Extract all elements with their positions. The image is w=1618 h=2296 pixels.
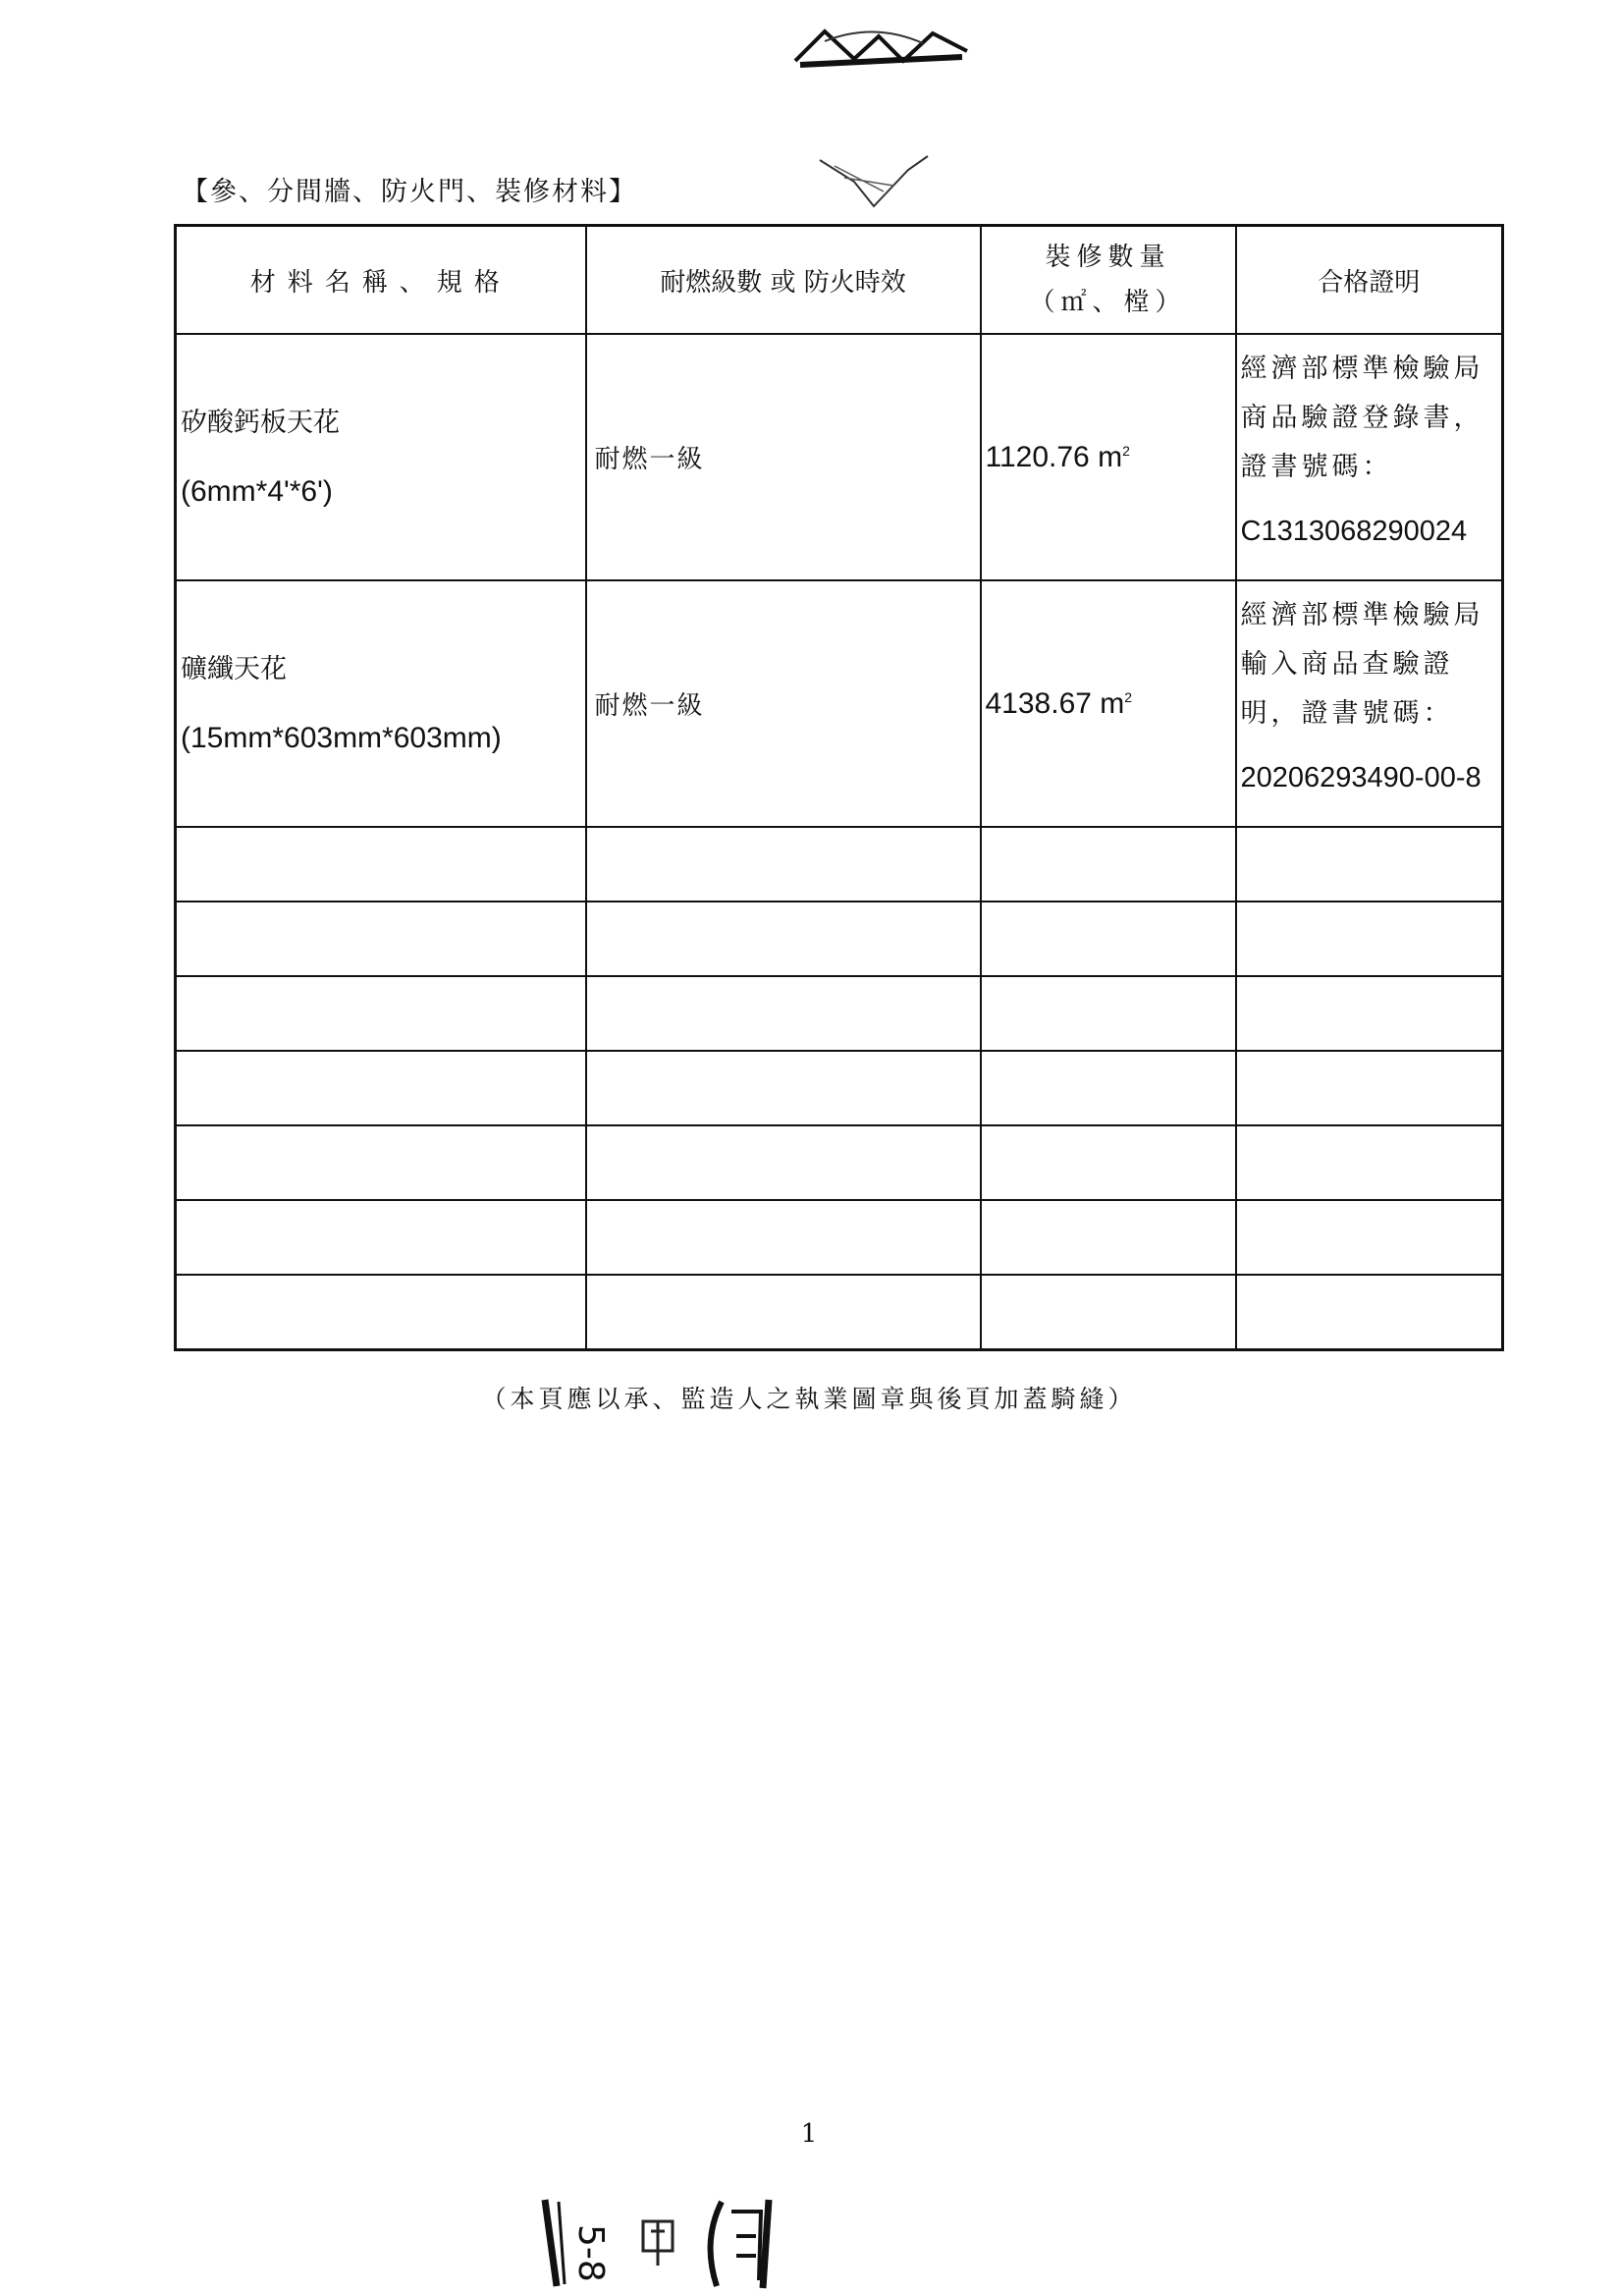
empty-cell <box>176 827 586 902</box>
empty-cell <box>176 1200 586 1275</box>
empty-cell <box>586 1275 981 1349</box>
fire-rating: 耐燃一級 <box>586 580 981 827</box>
table-row <box>176 334 1503 580</box>
empty-cell <box>1236 827 1503 902</box>
header-quantity-unit: （㎡、樘） <box>1029 288 1187 318</box>
empty-cell <box>176 902 586 976</box>
empty-cell <box>1236 1275 1503 1349</box>
material-name-cell <box>176 334 586 580</box>
empty-cell <box>176 1125 586 1200</box>
header-fire-rating: 耐燃級數 或 防火時效 <box>586 226 981 335</box>
signature-scribble-middle <box>815 152 933 213</box>
certificate-number: 20206293490-00-8 <box>1240 761 1482 793</box>
header-certificate: 合格證明 <box>1236 226 1503 335</box>
empty-table-row <box>176 827 1503 902</box>
quantity-value: 1120.76 <box>985 440 1090 473</box>
materials-table <box>174 224 1504 1351</box>
table-header-row <box>176 226 1503 335</box>
empty-cell <box>1236 1051 1503 1125</box>
empty-cell <box>1236 976 1503 1051</box>
quantity-value: 4138.67 <box>985 686 1092 720</box>
section-title: 【參、分間牆、防火門、裝修材料】 <box>182 177 637 207</box>
fire-rating: 耐燃一級 <box>586 334 981 580</box>
empty-cell <box>586 1051 981 1125</box>
quantity-unit-exponent: 2 <box>1122 442 1130 459</box>
empty-cell <box>981 902 1236 976</box>
certificate-cell <box>1236 580 1503 827</box>
empty-table-row <box>176 1125 1503 1200</box>
certificate-cell <box>1236 334 1503 580</box>
empty-cell <box>176 1051 586 1125</box>
header-quantity <box>981 226 1236 335</box>
material-name-cell <box>176 580 586 827</box>
empty-table-row <box>176 1200 1503 1275</box>
quantity-unit: m <box>1100 686 1125 720</box>
empty-table-row <box>176 1275 1503 1349</box>
empty-cell <box>586 827 981 902</box>
empty-table-row <box>176 976 1503 1051</box>
quantity-cell <box>981 580 1236 827</box>
certificate-text: 經濟部標準檢驗局商品驗證登錄書，證書號碼： <box>1240 353 1484 482</box>
stamp-instruction-note: （本頁應以承、監造人之執業圖章與後頁加蓋騎縫） <box>481 1385 1137 1413</box>
empty-cell <box>981 1275 1236 1349</box>
empty-cell <box>981 1125 1236 1200</box>
quantity-cell <box>981 334 1236 580</box>
material-spec: (6mm*4'*6') <box>181 474 333 508</box>
certificate-number: C1313068290024 <box>1240 515 1468 547</box>
empty-cell <box>1236 902 1503 976</box>
empty-table-row <box>176 1051 1503 1125</box>
empty-table-row <box>176 902 1503 976</box>
empty-cell <box>981 827 1236 902</box>
empty-cell <box>176 976 586 1051</box>
header-quantity-label: 裝修數量 <box>1045 243 1171 273</box>
empty-cell <box>586 902 981 976</box>
empty-cell <box>981 976 1236 1051</box>
quantity-unit: m <box>1098 440 1123 473</box>
empty-cell <box>1236 1200 1503 1275</box>
header-material-name: 材料名稱、規格 <box>176 226 586 335</box>
empty-cell <box>586 1200 981 1275</box>
svg-text:5-8: 5-8 <box>570 2224 611 2282</box>
material-name: 矽酸鈣板天花 <box>181 407 340 438</box>
signature-scribble-top <box>785 22 982 73</box>
table-row <box>176 580 1503 827</box>
material-spec: (15mm*603mm*603mm) <box>181 721 502 754</box>
empty-cell <box>981 1051 1236 1125</box>
material-name: 礦纖天花 <box>181 653 287 684</box>
seal-stamp <box>535 2192 781 2296</box>
empty-cell <box>176 1275 586 1349</box>
certificate-text: 經濟部標準檢驗局輸入商品查驗證明，證書號碼： <box>1240 599 1484 729</box>
empty-cell <box>981 1200 1236 1275</box>
page-number: 1 <box>800 2119 818 2149</box>
empty-cell <box>1236 1125 1503 1200</box>
empty-cell <box>586 1125 981 1200</box>
quantity-unit-exponent: 2 <box>1124 688 1133 705</box>
empty-cell <box>586 976 981 1051</box>
